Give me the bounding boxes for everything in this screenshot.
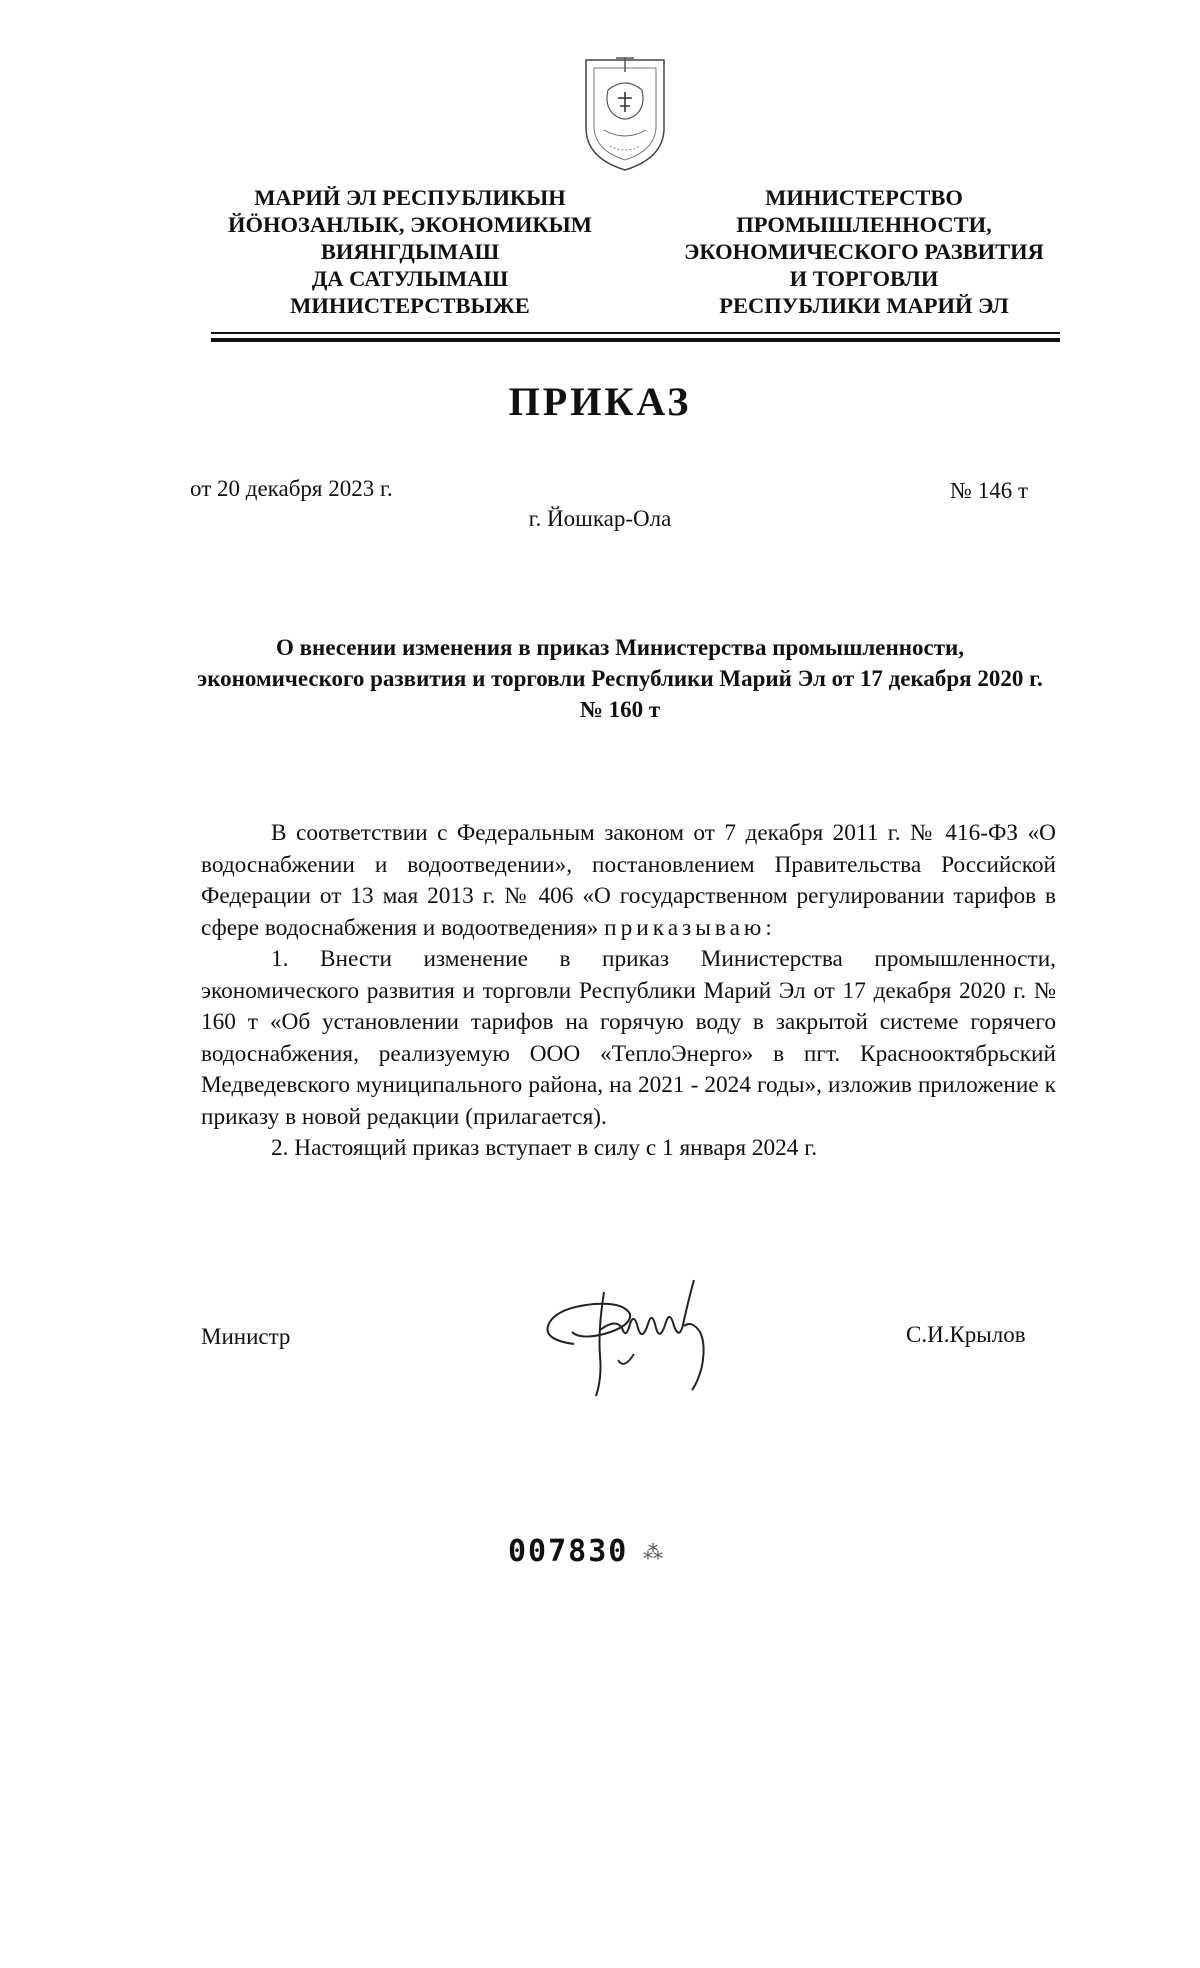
document-city: г. Йошкар-Ола [528,506,672,531]
order-word: приказываю: [604,914,776,941]
coat-of-arms-icon [576,50,674,176]
document-title: ПРИКАЗ [508,379,692,424]
preamble-paragraph [201,818,1056,944]
document-subject: О внесении изменения в приказ Министерства промышленности, экономического развития и торговли Республики Марий Эл от 17 декабря 2020 г. № 160 т [197,635,1043,722]
signatory-position: Министр [201,1324,291,1349]
form-mark: ⁂ [643,1542,663,1564]
handwritten-signature-icon [534,1270,744,1400]
form-serial-number: 007830 [508,1534,629,1569]
document-date: от 20 декабря 2023 г. [190,476,393,501]
item-2-paragraph: 2. Настоящий приказ вступает в силу с 1 января 2024 г. [271,1135,818,1161]
document-body [201,818,1056,1165]
header-ministry-russian: МИНИСТЕРСТВО ПРОМЫШЛЕННОСТИ, ЭКОНОМИЧЕСКОГО РАЗВИТИЯ И ТОРГОВЛИ РЕСПУБЛИКИ МАРИЙ ЭЛ [684,185,1044,318]
header-divider-thin [211,332,1060,334]
item-1-paragraph: 1. Внести изменение в приказ Министерства промышленности, экономического развития и торговли Республики Марий Эл от 17 декабря 2020 г. № 160 т «Об установлении тарифов на горячую воду в закрытой системе горячего водоснабжения, реализуемую ООО «ТеплоЭнерго» в пгт. Краснооктябрьский Медведевского муниципального района, на 2021 - 2024 годы», изложив приложение к приказу в новой редакции (прилагается). [201,946,1056,1130]
header-ministry-mari: МАРИЙ ЭЛ РЕСПУБЛИКЫН ЙӦНОЗАНЛЫК, ЭКОНОМИКЫМ ВИЯНГДЫМАШ ДА САТУЛЫМАШ МИНИСТЕРСТВЫЖЕ [228,185,592,318]
header-divider-thick [211,338,1060,342]
signatory-name: С.И.Крылов [906,1322,1026,1347]
preamble-text: В соответствии с Федеральным законом от 7 декабря 2011 г. № 416-ФЗ «О водоснабжении и водоотведении», постановлением Правительства Российской Федерации от 13 мая 2013 г. № 406 «О государственном регулировании тарифов в сфере водоснабжения и водоотведения» [201,820,1056,941]
document-number: № 146 т [950,478,1028,503]
